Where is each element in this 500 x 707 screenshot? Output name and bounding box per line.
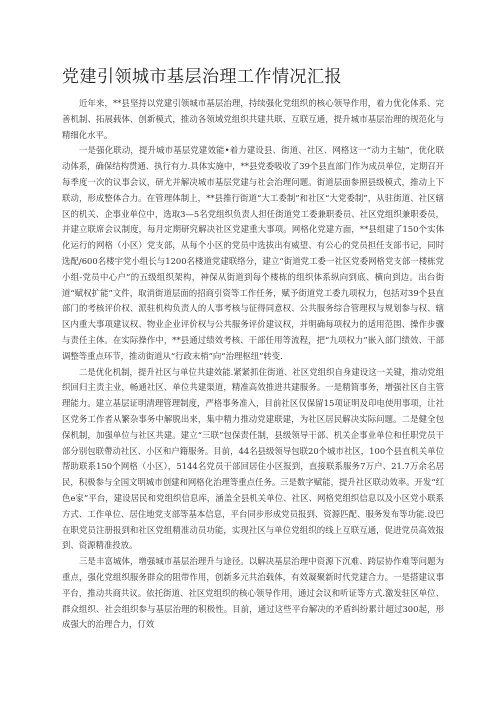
paragraph-intro: 近年来，**县坚持以党建引领城市基层治理，持续强化党组织的核心领导作用，着力优化体系、完善机制、拓展载体、创新模式，推动各领域党组织共建共联、互联互通，提升城市基层治理的规范化与精细化水平。 [62,98,444,140]
paragraph-section-three: 三是丰富城体，增强城市基层治理升与途径。以解决基层治理中资源下沉难、跨层协作难等问题为重点，强化党组织服务群众的阻带作用，创新多元共治载体，有效凝聚新时代党建合力。一是搭建议事平台，推动共商共议。依托街道、社区党组织的核心领导作用，通过会议和听证等方式.激发驻区单位、群众组织、社会组织参与基层治理的积极性。目前，通过这些平台解决的矛盾纠纷累计超过300起，形成强大的治理合力，仃效 [62,556,444,630]
page-title: 党建引领城市基层治理工作情况汇报 [62,67,342,87]
paragraph-section-one: 一是强化联动，提升城市基层党建效能•着力建设县、街道、社区、网格这一“动力主轴”，优化联动体系，确保结构贯通、执行有力.具体实施中，**县党委吸收了39个县直部门作为成员单位，定期召开每季度一次的议事会议，研尤并解决城市基层党建与社会治理问题。街道层面参照县级模式，推动上下联动，形成整体合力。在管理体制上，**县推行街道“大工委制”和社区“大党委制”，从驻街道、社区辖区的机关、企事业单位中，选取3—5名党组织负责人担任街道党工委兼职委员、社区党组织兼职委员，并建立联席会议制度，每月定期研究解决社区党建重大事项。网格化党建方面，**县组建了150个实体化运行的网格（小区）党支部，从每个小区的党员中选拔出有威望、有公心的党员担任支部书记，同时选配/600名楼宇党小组长与1200名楼道党建联络分，建立“街道党工委一社区党委网格党支部一楼栋党小组-党员中心户”的五级组织架构，神保从街道到每个楼栋的组织体系纵向到底、横向到边。出台街道“赋权扩能”文件，取消街道层面的招商引资等工作任务，赋予街道党工委九项权力，包括对39个县直部门的考核评价权、派驻机构负责人的人事考核与征得同意权、公共服务综合管理权与规划参与权、辖区内重大事项建议权、物业企业评价权与公共服务评价建议权，并明确每项权力的适用范围、操作步骤与责任主体。在实际操作中，**县通过绩效考核、干部任用等流程，把“九项权力”嵌入部门绩效、干部调整等重点环节，推动街道从“行政末梢”向“治理枢纽”转变. [62,145,444,361]
paragraph-section-two: 二是优化机制，提升社区与单位共建效能.紧紧抓住街道、社区党组织自身建设这一关键，推动党组织回归主责主业，畅通社区、单位共建渠道，精准高效推进共建服务。一是精简事务，增强社区自主管理能力。建立基层证明清理管理制度，严格事务准入，目前社区仅保留15项证明及印电使用事项，让社区党务工作者从繁杂事务中解脱出来，集中精力推动党建联建，为社区居民解决实际问题。二是健全包保机制，加强单位与社区共建。建立“三联”包保责任制，县级领导干部、机关企事业单位和任职党员干部分别包联帶动社区、小区和户籍服务。目前，44名县级领导包联20个城市社区，100个县直机关单位帮助联系150个网格（小区），5144名党员干部回居住小区报到，直接联系服务7万户、21.7万余名居民，积极参与全国文明城市创建和网格化治理等重点任务。三是数字赋能，提升社区联动效率。开发“红色e家”平台，建设居民和党组织信息库，涵盖全县机关单位、社区、网格党组织信息以及小区党小联系方式、工作单位、居住地党支部等基本信息，平台同步形成党员报到、资源匹配、服务发布等功能.设巴在职党员注册报到和社区党组精准动员功能，实现社区与单位党组织的线上互联互通，促进党员高效报到、资源精准投放。 [62,366,444,551]
document-body [62,96,444,700]
